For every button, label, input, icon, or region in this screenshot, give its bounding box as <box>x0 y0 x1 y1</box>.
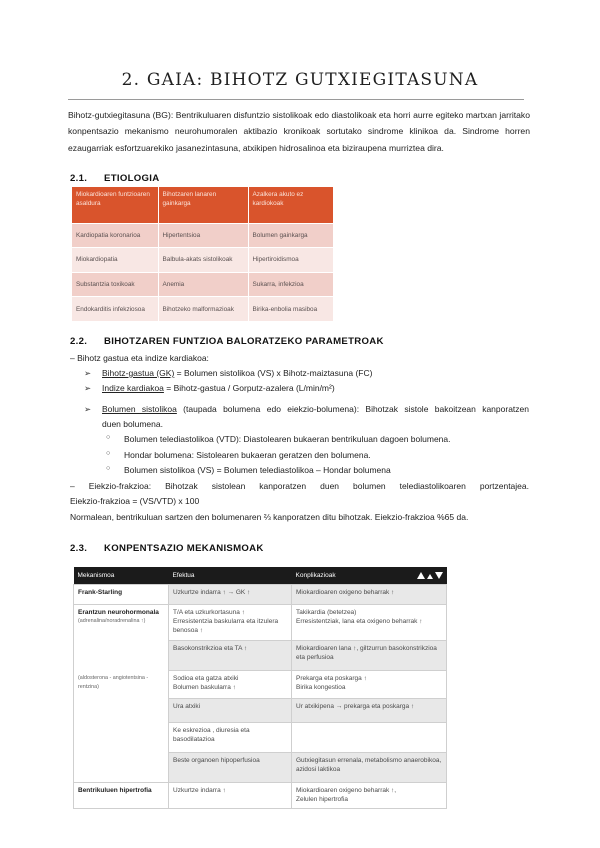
term: Bolumen sistolikoa <box>102 404 177 414</box>
section-title: KONPENTSAZIO MEKANISMOAK <box>104 543 264 554</box>
term: Indize kardiakoa <box>102 383 164 393</box>
mechanism-cell-neuro <box>74 604 169 782</box>
arrow-bullet-icon: ➢ <box>84 383 92 393</box>
page-title: 2. GAIA: BIHOTZ GUTXIEGITASUNA <box>121 70 479 90</box>
ejection-fraction-def: – Eiekzio-frakzioa: Bihotzak sistolean kanporatzen duen bolumen telediastolikoaren portzentajea. <box>70 481 529 491</box>
intro-paragraph: Bihotz-gutxiegitasuna (BG): Bentrikuluaren disfuntzio sistolikoak edo diastolikoak eta horri aurre egiteko martxan jarritako konpentsazio mekanismo neurohumoralen aktibazio kronikoak sortutako sindrome klinikoa da. Sindrome horren ezaugarriak esfortzuarekiko jasanezintasuna, atxikipen hidrosalinoa eta biziraupena murriztea dira. <box>68 110 530 153</box>
mechanism-name: Erantzun neurohormonala <box>78 608 159 616</box>
table-header-row <box>72 187 334 223</box>
university-logo-icon <box>413 569 447 582</box>
etiology-table <box>72 187 334 321</box>
table-row <box>72 223 334 248</box>
effect-cell: Uzkurtze indarra ↑ → GK ↑ <box>169 584 292 604</box>
params-lead: – Bihotz gastua eta indize kardiakoa: <box>70 353 209 363</box>
definition: (taupada bolumena edo eiekzio-bolumena): Bihotzak sistole bakoitzean kanporatzen <box>176 404 529 414</box>
section-title: BIHOTZAREN FUNTZIOA BALORATZEKO PARAMETROAK <box>104 336 384 347</box>
effect-cell: T/A eta uzkurkortasuna ↑ Erresistentzia baskularra eta itzulera benosoa ↑ <box>169 604 292 640</box>
arrow-bullet-icon: ➢ <box>84 404 92 414</box>
column-header: Efektua <box>169 567 292 584</box>
definition: = Bolumen sistolikoa (VS) x Bihotz-maiztasuna (FC) <box>174 368 373 378</box>
mechanism-cell: Bentrikuluen hipertrofia <box>74 782 169 808</box>
table-cell: Miokardiopatia <box>72 248 158 273</box>
effect-cell: Ura atxiki <box>169 698 292 722</box>
column-header: Azalkera akuto ez kardiokoak <box>248 187 334 223</box>
table-cell: Bihotzeko malformazioak <box>158 297 248 322</box>
mechanism-subnote: (adrenalina/noradrenalina ↑) <box>78 617 146 624</box>
param-cardiac-output <box>102 366 372 381</box>
table-row <box>74 584 447 604</box>
raas-note: (aldosterona - angiotentsina - rentzina) <box>78 674 149 690</box>
column-header-cell <box>292 567 447 584</box>
table-row <box>74 782 447 808</box>
sub-bullet-residual: Hondar bolumena: Sistolearen bukaeran geratzen den bolumena. <box>124 450 371 460</box>
table-cell: Balbula-akats sistolikoak <box>158 248 248 273</box>
section-number: 2.3. <box>70 543 88 554</box>
effect-cell: Ke eskrezioa , diuresia eta basodilatazioa <box>169 722 292 752</box>
table-cell: Hipertentsioa <box>158 223 248 248</box>
table-cell: Anemia <box>158 272 248 297</box>
column-header: Konplikazioak <box>295 571 336 579</box>
term: Bihotz-gastua (GK) <box>102 368 175 378</box>
complication-cell: Ur atxikipena → prekarga eta poskarga ↑ <box>292 698 447 722</box>
table-header-row <box>74 567 447 584</box>
table-cell: Sukarra, infekzioa <box>248 272 334 297</box>
section-heading-compensation <box>70 543 264 554</box>
ejection-fraction-normal: Normalean, bentrikuluan sartzen den bolumenaren ⅔ kanporatzen ditu bihotzak. Eiekzio-frakzioa %65 da. <box>70 512 469 522</box>
section-heading-parameters <box>70 336 384 347</box>
complication-cell: Miokardioaren oxigeno beharrak ↑ <box>292 584 447 604</box>
column-header: Mekanismoa <box>74 567 169 584</box>
param-stroke-volume-cont: duen bolumena. <box>102 419 163 429</box>
complication-cell: Takikardia (betetzea) Erresistentziak, lana eta oxigeno beharrak ↑ <box>292 604 447 640</box>
compensation-table <box>73 567 447 809</box>
effect-cell: Sodioa eta gatza atxiki Bolumen baskularra ↑ <box>169 670 292 698</box>
complication-cell: Gutxiegitasun errenala, metabolismo anaerobikoa, azidosi laktikoa <box>292 752 447 782</box>
table-row <box>72 297 334 322</box>
complication-cell: Prekarga eta poskarga ↑ Birika kongestioa <box>292 670 447 698</box>
circle-bullet-icon: ○ <box>106 434 111 441</box>
section-number: 2.2. <box>70 336 88 347</box>
table-row <box>72 248 334 273</box>
circle-bullet-icon: ○ <box>106 465 111 472</box>
param-stroke-volume <box>102 402 529 417</box>
arrow-bullet-icon: ➢ <box>84 368 92 378</box>
param-cardiac-index <box>102 381 335 396</box>
section-heading-etiology <box>70 173 159 184</box>
table-cell: Substantzia toxikoak <box>72 272 158 297</box>
table-row <box>74 604 447 640</box>
ejection-fraction-formula: Eiekzio-frakzioa = (VS/VTD) x 100 <box>70 496 200 506</box>
table-cell: Birika-enbolia masiboa <box>248 297 334 322</box>
table-cell: Bolumen gainkarga <box>248 223 334 248</box>
column-header: Bihotzaren lanaren gainkarga <box>158 187 248 223</box>
section-title: ETIOLOGIA <box>104 173 160 184</box>
sub-bullet-vtd: Bolumen telediastolikoa (VTD): Diastolearen bukaeran bentrikuluan dagoen bolumena. <box>124 434 451 444</box>
effect-cell: Basokonstrikzioa eta TA ↑ <box>169 640 292 670</box>
sub-bullet-vs: Bolumen sistolikoa (VS) = Bolumen telediastolikoa – Hondar bolumena <box>124 465 391 475</box>
complication-cell: Miokardioaren oxigeno beharrak ↑, Zelulen hipertrofia <box>292 782 447 808</box>
mechanism-cell: Frank-Starling <box>74 584 169 604</box>
complication-cell: Miokardioaren lana ↑, giltzurrun basokonstrikzioa eta perfusioa <box>292 640 447 670</box>
title-divider <box>68 99 524 100</box>
table-cell: Kardiopatia koronarioa <box>72 223 158 248</box>
definition: = Bihotz-gastua / Gorputz-azalera (L/min/m²) <box>163 383 335 393</box>
effect-cell: Uzkurtze indarra ↑ <box>169 782 292 808</box>
column-header: Miokardioaren funtzioaren asaldura <box>72 187 158 223</box>
complication-cell <box>292 722 447 752</box>
section-number: 2.1. <box>70 173 88 184</box>
circle-bullet-icon: ○ <box>106 450 111 457</box>
effect-cell: Beste organoen hipoperfusioa <box>169 752 292 782</box>
table-cell: Endokarditis infekziosoa <box>72 297 158 322</box>
table-cell: Hipertiroidismoa <box>248 248 334 273</box>
table-row <box>72 272 334 297</box>
